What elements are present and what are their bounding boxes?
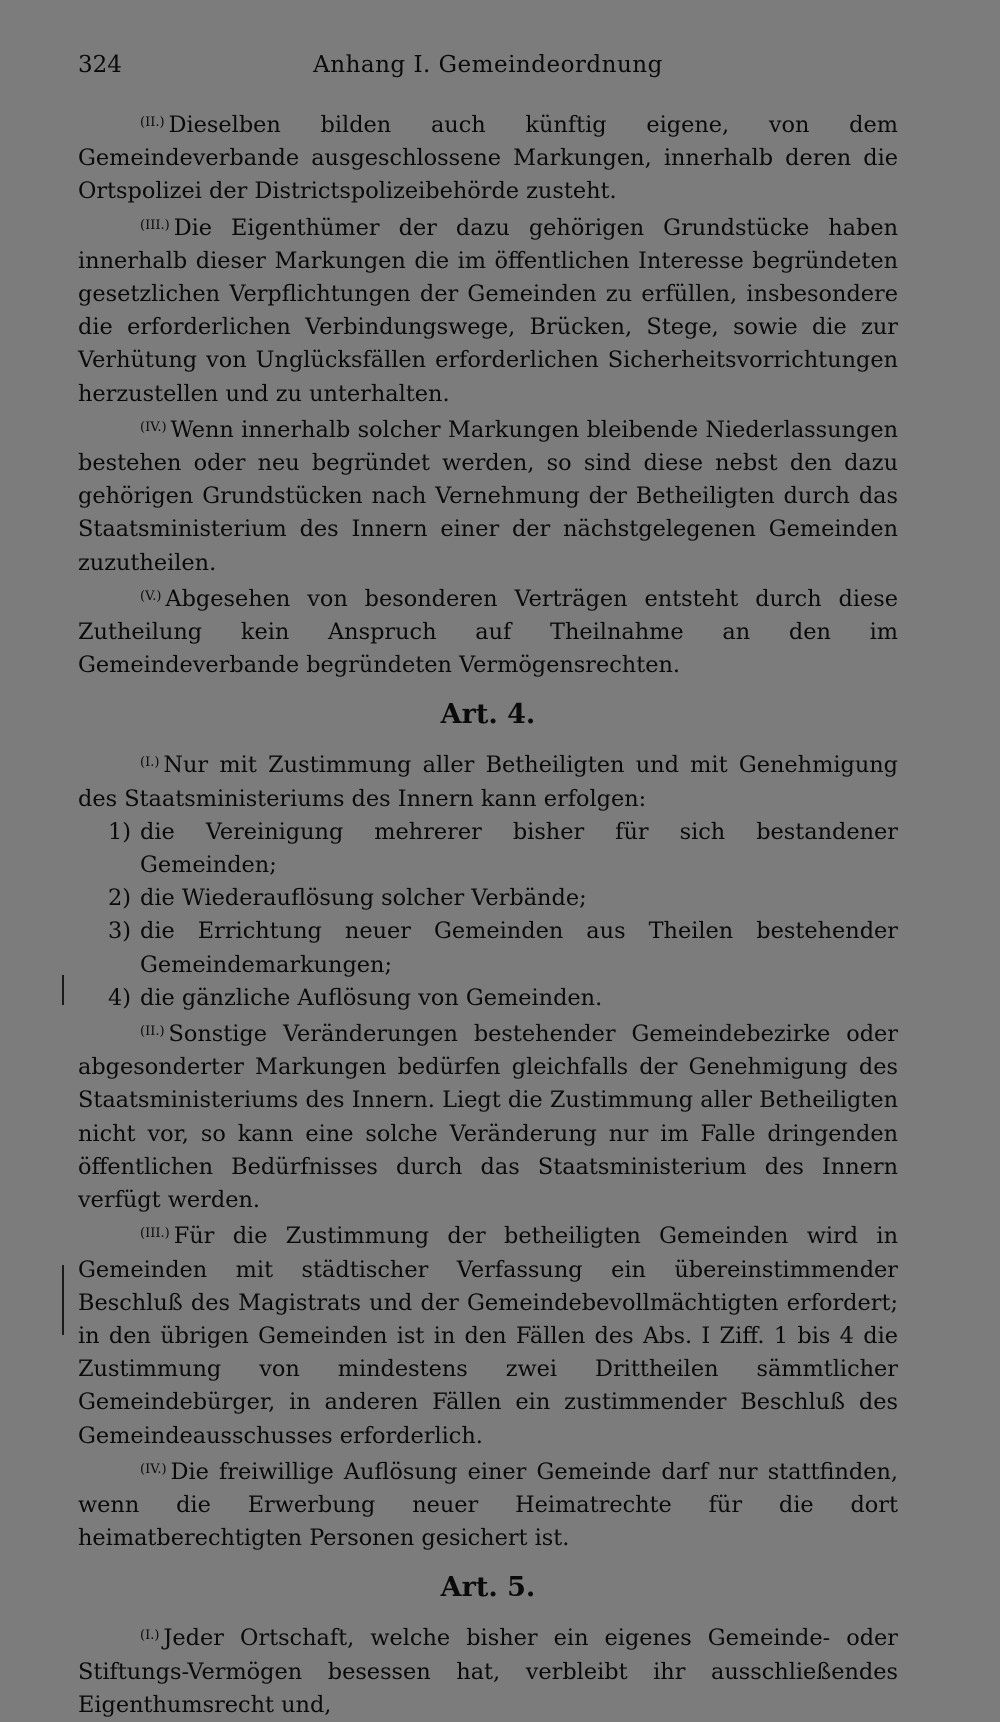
running-title: Anhang I. Gemeindeordnung (313, 52, 663, 78)
margin-annotation-line (62, 975, 64, 1005)
paragraph-marker: (I.) (140, 1628, 160, 1644)
paragraph-marker: (V.) (140, 588, 162, 604)
paragraph-iii (78, 209, 898, 411)
paragraph-marker: (III.) (140, 1226, 170, 1242)
paragraph-marker: (IV.) (140, 1461, 167, 1477)
margin-annotation-line (62, 1265, 64, 1335)
paragraph-marker: (II.) (140, 115, 165, 130)
page-number: 324 (78, 52, 122, 78)
list-item-text: die Wiederauflösung solcher Verbände; (140, 885, 587, 912)
list-item (78, 816, 898, 882)
article-5-heading: Art. 5. (440, 1572, 536, 1604)
list-item-text: die gänzliche Auflösung von Gemeinden. (140, 984, 603, 1011)
paragraph-text: Sonstige Veränderungen bestehender Gemeindebezirke oder abgesonderter Markungen bedürfen gleichfalls der Genehmigung des Staatsministeriums des Innern. Liegt die Zustimmung aller Betheiligten nicht vor, so kann eine solche Veränderung nur im Falle dringenden öffentlichen Bedürfnisses durch das Staatsministerium des Innern verfügt werden. (78, 1021, 898, 1214)
paragraph-marker: (IV.) (140, 419, 167, 435)
paragraph-text: Die freiwillige Auflösung einer Gemeinde darf nur stattfinden, wenn die Erwerbung neuer Heimatrechte für die dort heimatberechtigten Personen gesichert ist. (78, 1458, 898, 1552)
list-item-number: 3) (108, 918, 131, 945)
list-item-number: 4) (108, 984, 131, 1011)
paragraph-iv (78, 411, 898, 580)
art4-enumeration (78, 816, 898, 1015)
paragraph-v (78, 580, 898, 683)
body-text (78, 106, 898, 1722)
paragraph-marker: (II.) (140, 1024, 165, 1040)
paragraph-text: Die Eigenthümer der dazu gehörigen Grundstücke haben innerhalb dieser Markungen die im öffentlichen Interesse begründeten gesetzlichen Verpflichtungen der Gemeinden zu erfüllen, insbesondere die erforderlichen Verbindungswege, Brücken, Stege, sowie die zur Verhütung von Unglücksfällen erforderlichen Sicherheitsvorrichtungen herzustellen und zu unterhalten. (78, 214, 898, 407)
paragraph-text: Für die Zustimmung der betheiligten Gemeinden wird in Gemeinden mit städtischer Verfassung ein übereinstimmender Beschluß des Magistrats und der Gemeindebevollmächtigten erfordert; in den übrigen Gemeinden ist in den Fällen des Abs. I Ziff. 1 bis 4 die Zustimmung von mindestens zwei Drittheilen sämmtlicher Gemeindebürger, in anderen Fällen ein zustimmender Beschluß des Gemeindeausschusses erforderlich. (78, 1223, 898, 1449)
list-item-number: 1) (108, 818, 131, 845)
list-item-number: 2) (108, 885, 131, 912)
art4-paragraph-i (78, 746, 898, 815)
paragraph-text: Wenn innerhalb solcher Markungen bleibende Niederlassungen bestehen oder neu begründet werden, so sind diese nebst den dazu gehörigen Grundstücken nach Vernehmung der Betheiligten durch das Staatsministerium des Innern einer der nächstgelegenen Gemeinden zuzutheilen. (78, 416, 898, 576)
art4-paragraph-ii (78, 1015, 898, 1217)
article-4-heading: Art. 4. (440, 699, 536, 731)
list-item (78, 882, 898, 915)
paragraph-text: Dieselben bilden auch künftig eigene, von dem Gemeindeverbande ausgeschlossene Markungen, innerhalb deren die Ortspolizei der Districtspolizeibehörde zusteht. (78, 112, 898, 205)
list-item (78, 915, 898, 981)
art4-paragraph-iii (78, 1217, 898, 1452)
list-item (78, 982, 898, 1015)
paragraph-text: Nur mit Zustimmung aller Betheiligten und mit Genehmigung des Staatsministeriums des Innern kann erfolgen: (78, 752, 898, 812)
paragraph-marker: (I.) (140, 755, 160, 771)
list-item-text: die Vereinigung mehrerer bisher für sich bestandener Gemeinden; (140, 818, 898, 879)
paragraph-text: Abgesehen von besonderen Verträgen entsteht durch diese Zutheilung kein Anspruch auf Theilnahme an den im Gemeindeverbande begründeten Vermögensrechten. (78, 585, 898, 679)
paragraph-marker: (III.) (140, 217, 170, 233)
paragraph-ii (78, 106, 898, 209)
list-item-text: die Errichtung neuer Gemeinden aus Theilen bestehender Gemeindemarkungen; (140, 918, 898, 978)
art4-paragraph-iv (78, 1453, 898, 1556)
paragraph-text: Jeder Ortschaft, welche bisher ein eigenes Gemeinde- oder Stiftungs-Vermögen besessen hat, verbleibt ihr ausschließendes Eigenthumsrecht und, (78, 1625, 898, 1718)
page-header (78, 52, 898, 88)
art5-paragraph-i (78, 1619, 898, 1722)
